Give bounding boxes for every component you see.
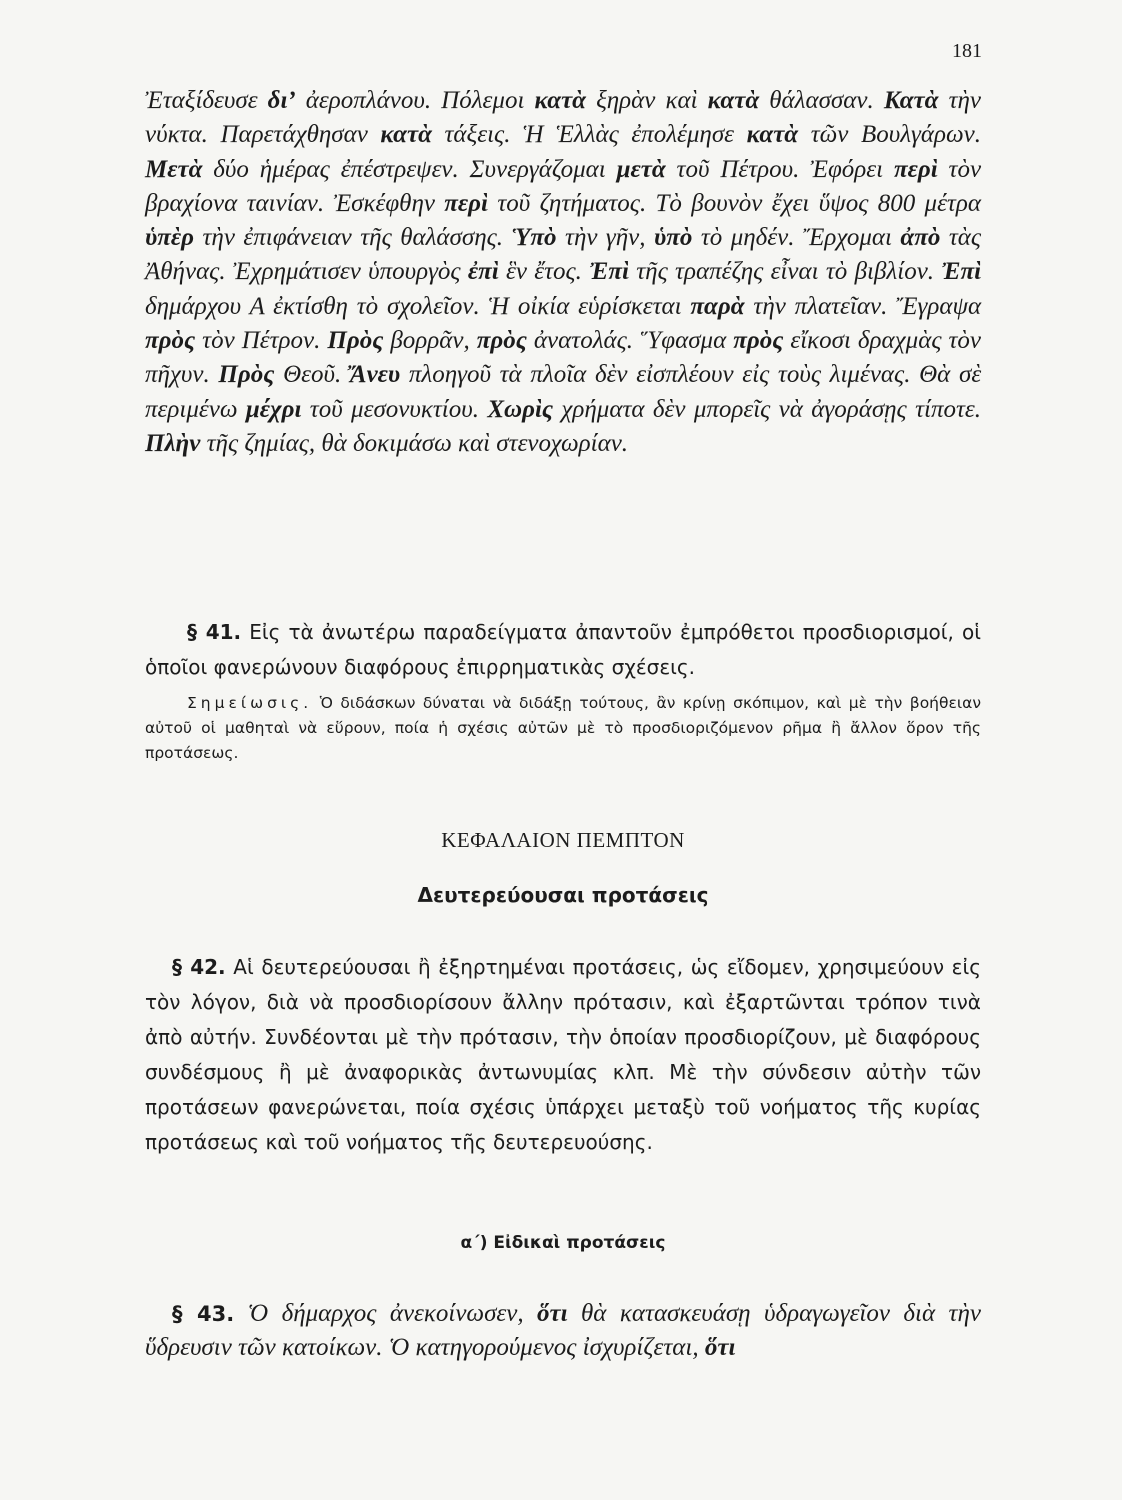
preposition-emphasis: δι’ xyxy=(267,87,296,114)
preposition-emphasis: ἐπὶ xyxy=(467,258,499,286)
preposition-emphasis: περὶ xyxy=(893,155,938,183)
preposition-emphasis: ὑπὸ xyxy=(653,224,693,252)
section-41-paragraph xyxy=(145,615,981,685)
preposition-emphasis: Χωρὶς xyxy=(487,395,554,423)
preposition-emphasis: πρὸς xyxy=(145,327,196,355)
section-42-paragraph xyxy=(145,950,981,1160)
section-43-number: § 43. xyxy=(172,1302,235,1326)
page-number: 181 xyxy=(952,40,982,62)
preposition-emphasis: Κατὰ xyxy=(883,87,939,114)
preposition-emphasis: Ἐπὶ xyxy=(941,258,982,286)
note-paragraph xyxy=(145,691,981,766)
preposition-emphasis: ἀπὸ xyxy=(900,224,941,252)
preposition-emphasis: κατὰ xyxy=(534,87,586,114)
section-43-text-1: Ὁ δήμαρχος ἀνεκοίνωσεν, xyxy=(247,1300,524,1327)
preposition-emphasis: παρὰ xyxy=(690,292,745,320)
section-42-text: Αἱ δευτερεύουσαι ἢ ἐξηρτημέναι προτάσεις, ὡς εἴδομεν, χρησιμεύουν εἰς τὸν λόγον, διὰ νὰ προσδιορίσουν ἄλλην πρότασιν, καὶ ἐξαρτῶνται τρόπον τινὰ ἀπὸ αὐτήν. Συνδέονται μὲ τὴν πρότασιν, τὴν ὁποίαν προσδιορίζουν, μὲ διαφόρους συνδέσμους ἢ μὲ ἀναφορικὰς ἀντωνυμίας κλπ. Μὲ τὴν σύνδεσιν αὐτὴν τῶν προτάσεων φανερώνεται, ποία σχέσις ὑπάρχει μεταξὺ τοῦ νοήματος τῆς κυρίας προτάσεως καὶ τοῦ νοήματος τῆς δευτερευούσης. xyxy=(145,955,981,1154)
preposition-emphasis: Ἐπὶ xyxy=(589,258,629,286)
preposition-emphasis: κατὰ xyxy=(380,121,432,149)
subsection-title: α΄) Εἰδικαὶ προτάσεις xyxy=(460,1233,666,1253)
examples-text: Ἐταξίδευσε δι’ ἀεροπλάνου. Πόλεμοι κατὰ ξηρὰν καὶ κατὰ θάλασσαν. Κατὰ τὴν νύκτα. Παρετάχθησαν κατὰ τάξεις. Ἡ Ἑλλὰς ἐπολέμησε κατὰ τῶν Βουλγάρων. Μετὰ δύο ἡμέρας ἐπέστρεψεν. Συνεργάζομαι μετὰ τοῦ Πέτρου. Ἐφόρει περὶ τὸν βραχίονα ταινίαν. Ἐσκέφθην περὶ τοῦ ζητήματος. Τὸ βουνὸν ἔχει ὕψος 800 μέτρα ὑπὲρ τὴν ἐπιφάνειαν τῆς θαλάσσης. Ὑπὸ τὴν γῆν, ὑπὸ τὸ μηδέν. Ἔρχομαι ἀπὸ τὰς Ἀθήνας. Ἐχρημάτισεν ὑπουργὸς ἐπὶ ἓν ἔτος. Ἐπὶ τῆς τραπέζης εἶναι τὸ βιβλίον. Ἐπὶ δημάρχου Α ἐκτίσθη τὸ σχολεῖον. Ἡ οἰκία εὑρίσκεται παρὰ τὴν πλατεῖαν. Ἔγραψα πρὸς τὸν Πέτρον. Πρὸς βορρᾶν, πρὸς ἀνατολάς. Ὕφασμα πρὸς εἴκοσι δραχμὰς τὸν πῆχυν. Πρὸς Θεοῦ. Ἄνευ πλοηγοῦ τὰ πλοῖα δὲν εἰσπλέουν εἰς τοὺς λιμένας. Θὰ σὲ περιμένω μέχρι τοῦ μεσονυκτίου. Χωρὶς χρήματα δὲν μπορεῖς νὰ ἀγοράσῃς τίποτε. Πλὴν τῆς ζημίας, θὰ δοκιμάσω καὶ στενοχωρίαν. xyxy=(145,87,982,457)
section-43-paragraph xyxy=(145,1297,981,1366)
preposition-emphasis: Πρὸς xyxy=(218,361,275,389)
preposition-emphasis: Μετὰ xyxy=(145,155,203,183)
section-41 xyxy=(145,615,981,766)
section-41-number: § 41. xyxy=(187,620,242,644)
note-text: Ὁ διδάσκων δύναται νὰ διδάξῃ τούτους, ἂν κρίνῃ σκόπιμον, καὶ μὲ τὴν βοήθειαν αὐτοῦ οἱ μαθηταὶ νὰ εὕρουν, ποία ἡ σχέσις αὐτῶν μὲ τὸ προσδιοριζόμενον ρῆμα ἢ ἄλλον ὅρον τῆς προτάσεως. xyxy=(145,694,981,762)
preposition-emphasis: Ὑπὸ xyxy=(511,224,557,252)
preposition-emphasis: Πρὸς xyxy=(327,327,384,355)
preposition-emphasis: Ἄνευ xyxy=(349,361,401,389)
examples-paragraph xyxy=(145,84,981,461)
section-43-text-2: θὰ κατασκευάσῃ ὑδραγωγεῖον διὰ τὴν ὕδρευσιν τῶν κατοίκων. Ὁ κατηγορούμενος ἰσχυρίζεται, xyxy=(145,1300,981,1362)
preposition-emphasis: Πλὴν xyxy=(145,429,201,457)
chapter-subtitle: Δευτερεύουσαι προτάσεις xyxy=(417,883,709,907)
preposition-emphasis: μέχρι xyxy=(245,395,302,423)
preposition-emphasis: πρὸς xyxy=(476,327,527,355)
section-43-bold-2: ὅτι xyxy=(704,1334,736,1362)
note-label: Σημείωσις. xyxy=(187,694,313,712)
preposition-emphasis: κατὰ xyxy=(746,121,799,149)
preposition-emphasis: μετὰ xyxy=(616,155,666,183)
preposition-emphasis: πρὸς xyxy=(733,327,784,355)
preposition-emphasis: ὑπὲρ xyxy=(145,224,195,252)
section-41-text: Εἰς τὰ ἀνωτέρω παραδείγματα ἀπαντοῦν ἐμπρόθετοι προσδιορισμοί, οἱ ὁποῖοι φανερώνουν διαφόρους ἐπιρρηματικὰς σχέσεις. xyxy=(145,620,981,679)
section-42 xyxy=(145,950,981,1160)
preposition-emphasis: περὶ xyxy=(444,189,489,217)
section-43 xyxy=(145,1297,981,1366)
preposition-emphasis: κατὰ xyxy=(707,87,760,114)
chapter-title: ΚΕΦΑΛΑΙΟΝ ΠΕΜΠΤΟΝ xyxy=(441,828,685,852)
section-42-number: § 42. xyxy=(172,955,226,979)
section-43-bold-1: ὅτι xyxy=(537,1300,568,1327)
